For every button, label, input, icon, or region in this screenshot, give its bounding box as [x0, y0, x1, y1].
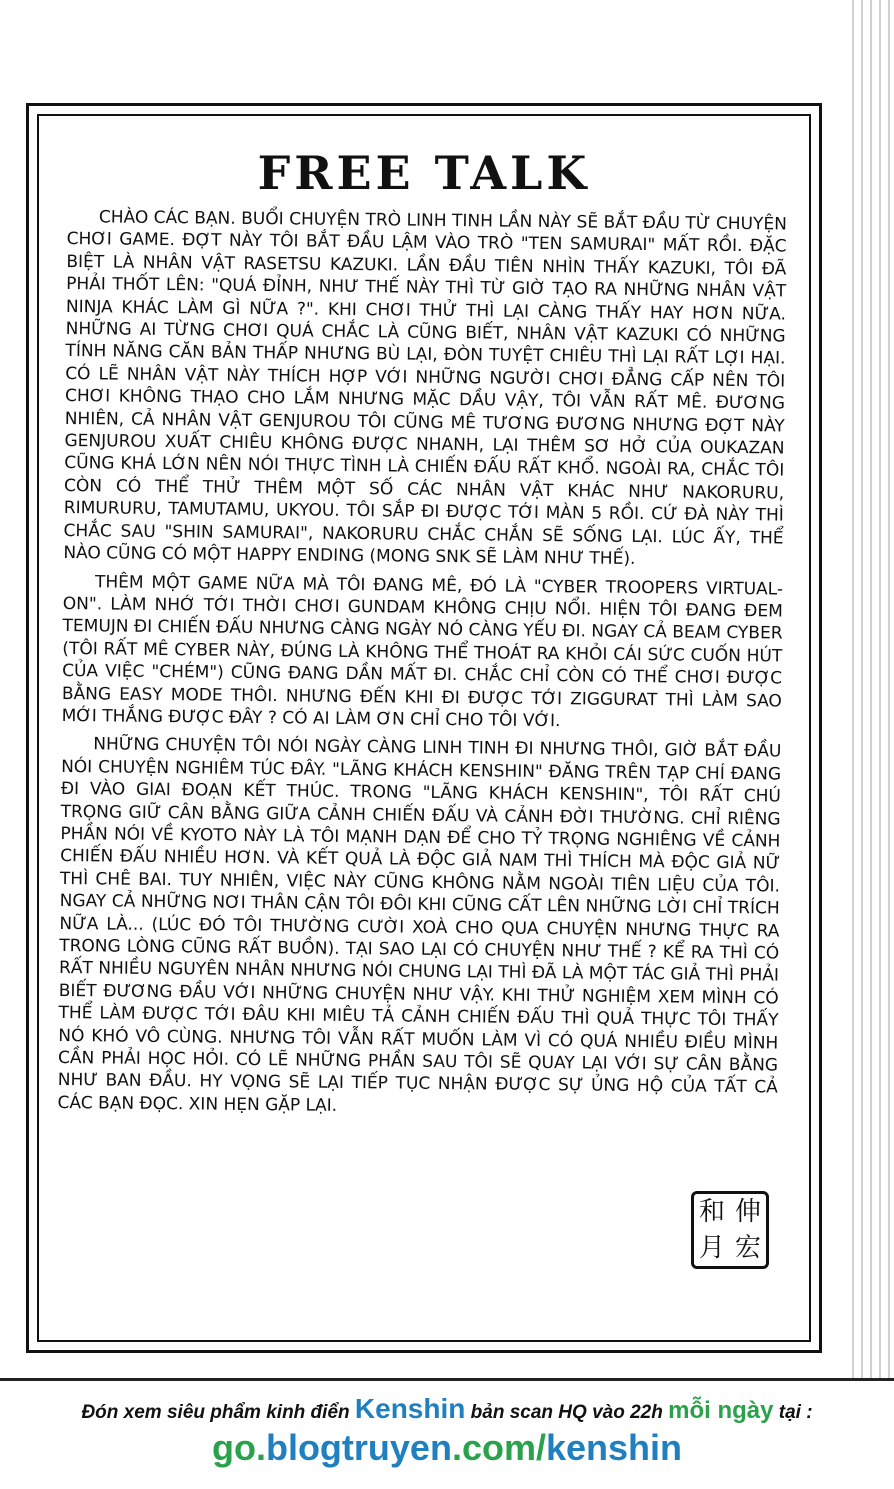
paragraph-3: NHỮNG CHUYỆN TÔI NÓI NGÀY CÀNG LINH TINH ĐI NHƯNG THÔI, GIỜ BẮT ĐẦU NÓI CHUYỆN NGHIÊM TÚC ĐÂY. "LÃNG KHÁCH KENSHIN" ĐĂNG TRÊN TẠP CHÍ ĐANG ĐI VÀO GIAI ĐOẠN KẾT THÚC. TRONG "LÃNG KHÁCH KENSHIN", TÔI RẤT CHÚ TRỌNG GIỮ CÂN BẰNG GIỮA CẢNH CHIẾN ĐẤU VÀ CẢNH ĐỜI THƯỜNG. CHỈ RIÊNG PHẦN NÓI VỀ KYOTO NÀY LÀ TÔI MẠNH DẠN ĐỂ CHO TỶ TRỌNG NGHIÊNG VỀ CẢNH CHIẾN ĐẤU NHIỀU HƠN. VÀ KẾT QUẢ LÀ ĐỘC GIẢ NAM THÌ THÍCH MÀ ĐỘC GIẢ NỮ THÌ CHÊ BAI. TUY NHIÊN, VIỆC NÀY CŨNG KHÔNG NẰM NGOÀI TIÊN LIỆU CỦA TÔI. NGAY CẢ NHỮNG NƠI THÂN CẬN TÔI ĐÔI KHI CŨNG CẤT LÊN NHỮNG LỜI CHỈ TRÍCH NỮA LÀ... (LÚC ĐÓ TÔI THƯỜNG CƯỜI XOÀ CHO QUA CHUYỆN NHƯNG THỰC RA TRONG LÒNG CŨNG RẤT BUỒN). TẠI SAO LẠI CÓ CHUYỆN NHƯ THẾ ? KỂ RA THÌ CÓ RẤT NHIỀU NGUYÊN NHÂN NHƯNG NÓI CHUNG LẠI THÌ ĐÃ LÀ MỘT TÁC GIẢ THÌ PHẢI BIẾT ĐƯƠNG ĐẦU VỚI NHỮNG CHUYỆN NHƯ VẬY. KHI THỬ NGHIỆM XEM MÌNH CÓ THỂ LÀM ĐƯỢC TỚI ĐÂU KHI MIÊU TẢ CẢNH CHIẾN ĐẤU THÌ QUẢ THỰC TÔI THẤY NÓ KHÓ VÔ CÙNG. NHƯNG TÔI VẪN RẤT MUỐN LÀM VÌ CÓ QUÁ NHIỀU ĐIỀU MÌNH CẦN PHẢI HỌC HỎI. CÓ LẼ NHỮNG PHẦN SAU TÔI SẼ QUAY LẠI VỚI SỰ CÂN BẰNG NHƯ BAN ĐẦU. HY VỌNG SẼ LẠI TIẾP TỤC NHẬN ĐƯỢC SỰ ỦNG HỘ CỦA TẤT CẢ CÁC BẠN ĐỌC. XIN HẸN GẶP LẠI.	[57, 734, 782, 1116]
seal-char: 月	[698, 1233, 725, 1263]
url-part-path: kenshin	[545, 1427, 683, 1468]
page-title: FREE TALK	[257, 146, 591, 200]
author-seal-stamp	[691, 1191, 769, 1269]
promo-daily: mỗi ngày	[668, 1397, 774, 1424]
free-talk-frame	[26, 103, 822, 1353]
seal-char: 伸	[734, 1197, 761, 1227]
promo-brand: Kenshin	[354, 1393, 466, 1424]
url-part-go: go.	[211, 1427, 266, 1468]
promo-text	[0, 1393, 894, 1425]
promo-text-pre: Đón xem siêu phẩm kinh điển	[81, 1402, 355, 1423]
promo-text-mid: bản scan HQ vào 22h	[465, 1402, 669, 1423]
url-part-site: blogtruyen	[265, 1427, 452, 1468]
paragraph-1: CHÀO CÁC BẠN. BUỔI CHUYỆN TRÒ LINH TINH LẦN NÀY SẼ BẮT ĐẦU TỪ CHUYỆN CHƠI GAME. ĐỢT NÀY TÔI BẮT ĐẦU LẬM VÀO TRÒ "TEN SAMURAI" MẤT RỒI. ĐẶC BIỆT LÀ NHÂN VẬT RASETSU KAZUKI. LẦN ĐẦU TIÊN NHÌN THẤY KAZUKI, TÔI ĐÃ PHẢI THỐT LÊN: "QUÁ ĐỈNH, NHƯ THẾ NÀY THÌ TỪ GIỜ TẠO RA NHỮNG NHÂN VẬT NINJA KHÁC LÀM GÌ NỮA ?". KHI CHƠI THỬ THÌ LẠI CÀNG THẤY HAY HƠN NỮA. NHỮNG AI TỪNG CHƠI QUÁ CHẮC LÀ CŨNG BIẾT, NHÂN VẬT KAZUKI CÓ NHỮNG TÍNH NĂNG CĂN BẢN THẤP NHƯNG BÙ LẠI, ĐÒN TUYỆT CHIÊU THÌ LẠI RẤT LỢI HẠI. CÓ LẼ NHÂN VẬT NÀY THÍCH HỢP VỚI NHỮNG NGƯỜI CHƠI ĐẲNG CẤP NÊN TÔI CHƠI KHÔNG THẠO CHO LẮM NHƯNG MẶC DẦU VẬY, TÔI VẪN RẤT MÊ. ĐƯƠNG NHIÊN, CẢ NHÂN VẬT GENJUROU TÔI CŨNG MÊ TƯƠNG ĐƯƠNG NHƯNG ĐỢT NÀY GENJUROU XUẤT CHIÊU KHÔNG ĐƯỢC NHANH, LẠI THÊM SƠ HỞ CỦA OUKAZAN CŨNG KHÁ LỚN NÊN NÓI THỰC TÌNH LÀ CHIẾN ĐẤU RẤT KHỔ. NGOÀI RA, CHẮC TÔI CÒN CÓ THỂ THỬ THÊM MỘT SỐ CÁC NHÂN VẬT KHÁC NHƯ NAKORURU, RIMURURU, TAMUTAMU, UKYOU. TÔI SẮP ĐI ĐƯỢC TỚI MÀN 5 RỒI. CỨ ĐÀ NÀY THÌ CHẮC SAU "SHIN SAMURAI", NAKORURU CHẮC CHẮN SẼ SỐNG LẠI. LÚC ẤY, THỂ NÀO CŨNG CÓ MỘT HAPPY ENDING (MONG SNK SẼ LÀM NHƯ THẾ).	[63, 207, 787, 570]
promo-footer	[0, 1393, 894, 1469]
paragraph-2: THÊM MỘT GAME NỮA MÀ TÔI ĐANG MÊ, ĐÓ LÀ "CYBER TROOPERS VIRTUAL-ON". LÀM NHỚ TỚI THỜI CHƠI GUNDAM KHÔNG CHỊU NỔI. HIỆN TÔI ĐANG ĐEM TEMUJN ĐI CHIẾN ĐẤU NHƯNG CÀNG NGÀY NÓ CÀNG YẾU ĐI. NGAY CẢ BEAM CYBER (TÔI RẤT MÊ CYBER NÀY, ĐÚNG LÀ KHÔNG THỂ THOÁT RA KHỎI CÁI SỨC CUỐN HÚT CỦA VIỆC "CHÉM") CŨNG ĐANG DẦN MẤT ĐI. CHẮC CHỈ CÒN CÓ THỂ CHƠI ĐƯỢC BẰNG EASY MODE THÔI. NHƯNG ĐẾN KHI ĐI ĐƯỢC TỚI ZIGGURAT THÌ LÀM SAO MỚI THẮNG ĐƯỢC ĐÂY ? CÓ AI LÀM ƠN CHỈ CHO TÔI VỚI.	[61, 571, 784, 732]
free-talk-body	[57, 206, 787, 1128]
seal-char: 和	[698, 1197, 725, 1227]
footer-divider	[0, 1378, 894, 1381]
promo-text-post: tại :	[773, 1402, 813, 1423]
url-part-domain: .com/	[451, 1427, 546, 1468]
promo-url-link[interactable]	[0, 1427, 894, 1469]
page-edge-shading	[848, 0, 894, 1380]
seal-char: 宏	[734, 1233, 761, 1263]
